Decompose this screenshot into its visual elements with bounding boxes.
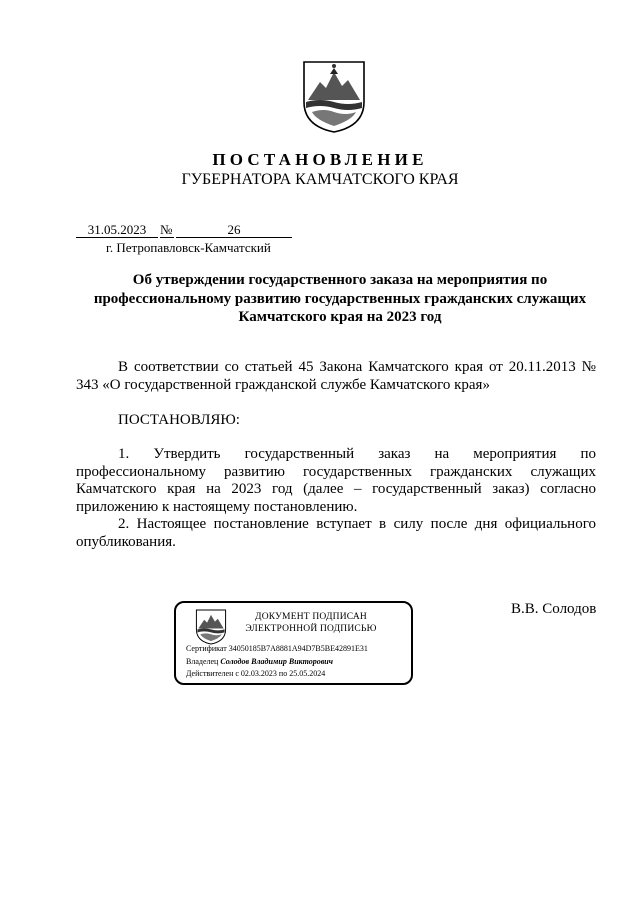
electronic-signature-stamp [174,601,413,685]
kamchatka-coat-of-arms-icon [302,60,366,134]
stamp-validity: Действителен с 02.03.2023 по 25.05.2024 [186,669,326,678]
signer-name: В.В. Солодов [511,601,597,617]
document-body [76,359,596,394]
issuing-authority: ГУБЕРНАТОРА КАМЧАТСКОГО КРАЯ [181,171,459,188]
item-2-paragraph: 2. Настоящее постановление вступает в силу после дня официального опубликования. [76,516,596,550]
document-type-title: ПОСТАНОВЛЕНИЕ [212,150,428,169]
stamp-title-line1: ДОКУМЕНТ ПОДПИСАН [255,612,367,622]
document-date: 31.05.2023 [76,222,158,238]
stamp-title-line2: ЭЛЕКТРОННОЙ ПОДПИСЬЮ [245,624,377,634]
item-1-paragraph: 1. Утвердить государственный заказ на мероприятия по профессиональному развитию государственных гражданских служащих Камчатского края на 2023 год (далее – государственный заказ) согласно приложению к настоящему постановлению. [76,446,596,515]
document-subject: Об утверждении государственного заказа на мероприятия по профессиональному развитию государственных гражданских служащих Камчатского края на 2023 год [93,272,587,325]
items-block [76,446,596,551]
document-place: г. Петропавловск-Камчатский [106,240,271,255]
document-number: 26 [176,222,292,238]
resolve-heading: ПОСТАНОВЛЯЮ: [118,412,240,428]
stamp-owner: Владелец Солодов Владимир Викторович [186,657,333,666]
number-sign: № [160,222,173,237]
preamble-paragraph: В соответствии со статьей 45 Закона Камчатского края от 20.11.2013 № 343 «О государственной гражданской службе Камчатского края» [76,359,596,393]
stamp-certificate: Сертификат 34050185B7A8881A94D7B5BE42891E31 [186,644,368,653]
resolve-block [76,412,596,430]
